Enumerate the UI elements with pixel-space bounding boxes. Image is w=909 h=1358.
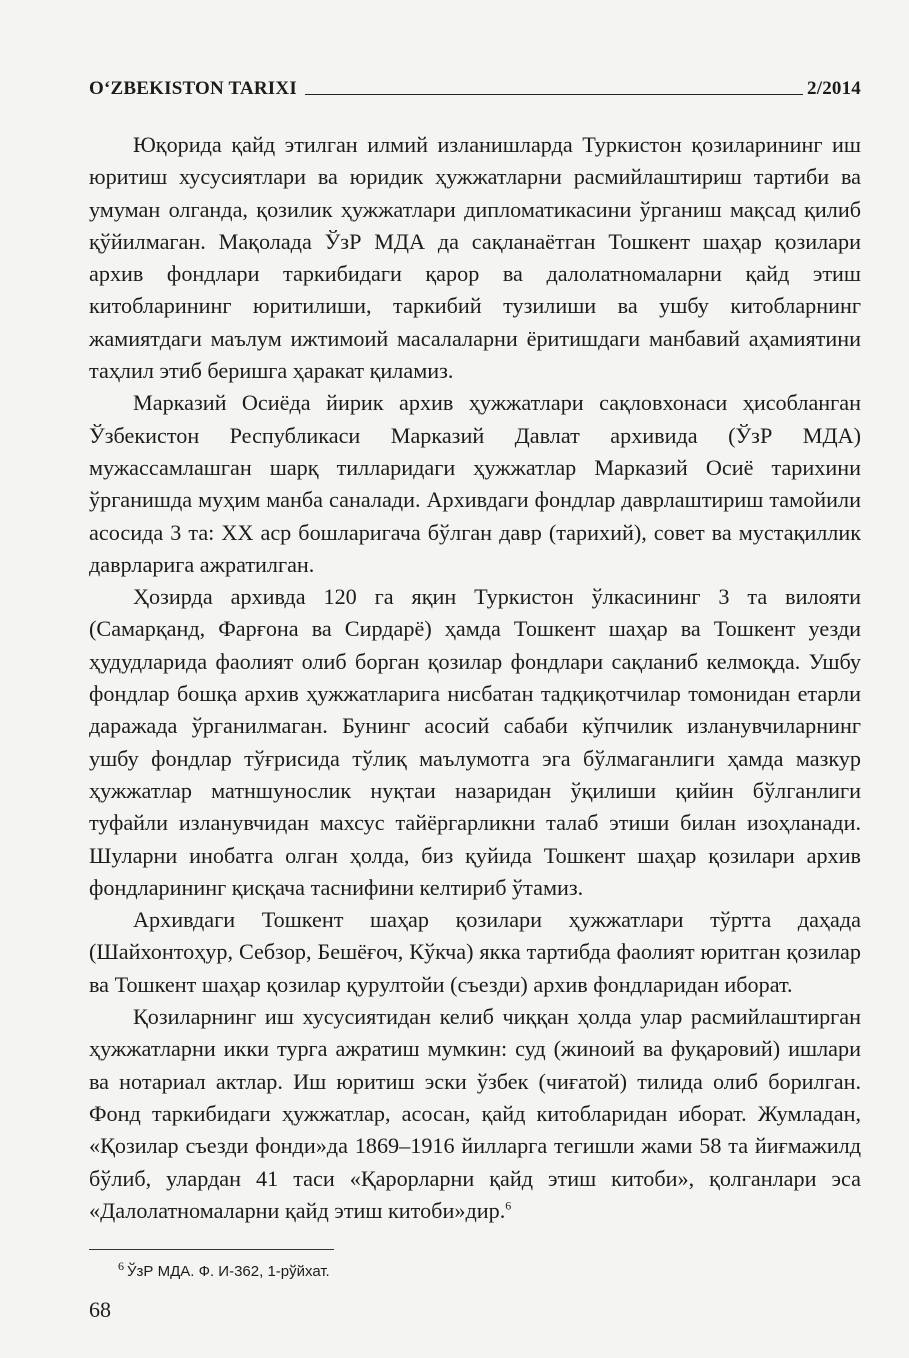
- footnote-text: ЎзР МДА. Ф. И-362, 1-рўйхат.: [127, 1263, 330, 1280]
- page-number: 68: [89, 1297, 111, 1322]
- paragraph: Марказий Осиёда йирик архив ҳужжатлари сақловхонаси ҳисобланган Ўзбекистон Республикаси Марказий Давлат архивида (ЎзР МДА) мужассамлашган шарқ тилларидаги ҳужжатлар Марказий Осиё тарихини ўрганишда муҳим манба саналади. Архивдаги фондлар даврлаштириш тамойили асосида 3 та: XX аср бошларигача бўлган давр (тарихий), совет ва мустақиллик даврларига ажратилган.: [89, 390, 861, 577]
- paragraph: Архивдаги Тошкент шаҳар қозилари ҳужжатлари тўртта даҳада (Шайхонтоҳур, Себзор, Бешёғоч, Кўкча) якка тартибда фаолият юритган қозилар ва Тошкент шаҳар қозилар қурултойи (съезди) архив фондларидан иборат.: [89, 907, 861, 997]
- paragraph: Қозиларнинг иш хусусиятидан келиб чиққан ҳолда улар расмийлаштирган ҳужжатларни икки турга ажратиш мумкин: суд (жиноий ва фуқаровий) ишлари ва нотариал актлар. Иш юритиш эски ўзбек (чиғатой) тилида олиб борилган. Фонд таркибидаги ҳужжатлар, асосан, қайд китобларидан иборат. Жумладан, «Қозилар съезди фонди»да 1869–1916 йилларга тегишли жами 58 та йиғмажилд бўлиб, улардан 41 таси «Қарорларни қайд этиш китоби», қолганлари эса «Далолатномаларни қайд этиш китоби»дир.: [89, 1004, 861, 1223]
- paragraph: Ҳозирда архивда 120 га яқин Туркистон ўлкасининг 3 та вилояти (Самарқанд, Фарғона ва Сирдарё) ҳамда Тошкент шаҳар ва Тошкент уезди ҳудудларида фаолият олиб борган қозилар фондлари сақланиб келмоқда. Ушбу фондлар бошқа архив ҳужжатларига нисбатан тадқиқотчилар томонидан етарли даражада ўрганилмаган. Бунинг асосий сабаби кўпчилик изланувчиларнинг ушбу фондлар тўғрисида тўлиқ маълумотга эга бўлмаганлиги ҳамда мазкур ҳужжатлар матншунослик нуқтаи назаридан ўқилиши қийин бўлганлиги туфайли изланувчидан махсус тайёргарликни талаб этиши билан изоҳланади. Шуларни инобатга олган ҳолда, биз қуйида Тошкент шаҳар қозилари архив фондларининг қисқача таснифини келтириб ўтамиз.: [89, 584, 861, 900]
- footnote-separator: [89, 1249, 334, 1250]
- paragraph-with-footnote: [89, 1001, 861, 1227]
- issue-number: 2/2014: [807, 78, 861, 99]
- footnote-reference[interactable]: 6: [505, 1198, 512, 1213]
- header-rule: [305, 94, 803, 95]
- footnote: [118, 1256, 330, 1282]
- running-head: [89, 72, 861, 100]
- paragraph: Юқорида қайд этилган илмий изланишларда Туркистон қозиларининг иш юритиш хусусиятлари ва юридик ҳужжатларни расмийлаштириш тартиби ва умуман олганда, қозилик ҳужжатлари дипломатикасини ўрганиш мақсад қилиб қўйилмаган. Мақолада ЎзР МДА да сақланаётган Тошкент шаҳар қозилари архив фондлари таркибидаги қарор ва далолатномаларни қайд этиш китобларининг юритилиши, таркибий тузилиши ва ушбу китобларнинг жамиятдаги маълум ижтимоий масалаларни ёритишдаги манбавий аҳамиятини таҳлил этиб беришга ҳаракат қиламиз.: [89, 132, 861, 384]
- journal-title: O‘ZBEKISTON TARIXI: [89, 78, 297, 99]
- footnote-marker: 6: [118, 1259, 124, 1273]
- article-body: [89, 129, 861, 1227]
